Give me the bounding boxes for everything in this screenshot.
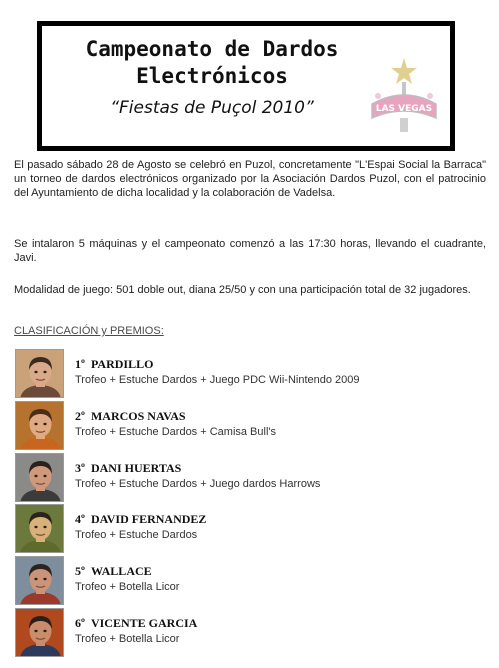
banner-title [42,36,382,90]
winner-prize: Trofeo + Botella Licor [75,633,180,645]
intro-paragraph: El pasado sábado 28 de Agosto se celebró en Puzol, concretamente "L'Espai Social la Barraca" un torneo de dardos electrónicos organizado por la Asociación Dardos Puzol, con el patrocinio del Ayuntamiento de dicha localidad y la colaboración de Vadelsa. [14,159,486,199]
winner-prize: Trofeo + Estuche Dardos [75,529,198,541]
winner-player: DAVID FERNANDEZ [90,512,207,526]
machines-paragraph: Se intalaron 5 máquinas y el campeonato comenzó a las 17:30 horas, llevando el cuadrante, Javi. [14,238,486,264]
winner-name [75,357,153,372]
winner-player: WALLACE [90,564,152,578]
winner-row [15,556,485,606]
winner-name [75,461,181,476]
winner-photo [15,556,64,605]
winner-player: PARDILLO [90,357,154,371]
winner-prize: Trofeo + Estuche Dardos + Camisa Bull's [75,426,277,438]
clasificacion-heading: CLASIFICACIÓN y PREMIOS: [14,325,164,337]
winner-place: 3º [75,461,85,475]
winner-player: DANI HUERTAS [90,461,182,475]
las-vegas-sign-icon [364,56,444,134]
winner-photo [15,349,64,398]
game-mode-paragraph: Modalidad de juego: 501 doble out, diana 25/50 y con una participación total de 32 jugadores. [14,284,471,296]
winner-place: 1º [75,357,85,371]
winner-row [15,453,485,503]
banner-title-line2: Electrónicos [136,64,288,88]
winner-row [15,349,485,399]
winner-place: 4º [75,512,85,526]
winner-place: 2º [75,409,85,423]
winner-prize: Trofeo + Estuche Dardos + Juego dardos Harrows [75,478,321,490]
winner-photo [15,504,64,553]
winner-place: 6º [75,616,85,630]
title-banner [37,21,455,151]
banner-title-line1: Campeonato de Dardos [85,37,339,61]
winner-row [15,504,485,554]
winner-name [75,616,197,631]
winner-name [75,409,186,424]
banner-subtitle: “Fiestas de Puçol 2010” [110,98,314,118]
winner-prize: Trofeo + Botella Licor [75,581,180,593]
winner-player: MARCOS NAVAS [90,409,186,423]
winner-photo [15,401,64,450]
winner-row [15,401,485,451]
winner-name [75,512,206,527]
winner-photo [15,453,64,502]
winner-place: 5º [75,564,85,578]
winner-name [75,564,152,579]
vegas-logo-text: LAS VEGAS [375,104,433,114]
winner-photo [15,608,64,657]
winner-row [15,608,485,658]
winner-prize: Trofeo + Estuche Dardos + Juego PDC Wii-Nintendo 2009 [75,374,360,386]
winner-player: VICENTE GARCIA [90,616,198,630]
